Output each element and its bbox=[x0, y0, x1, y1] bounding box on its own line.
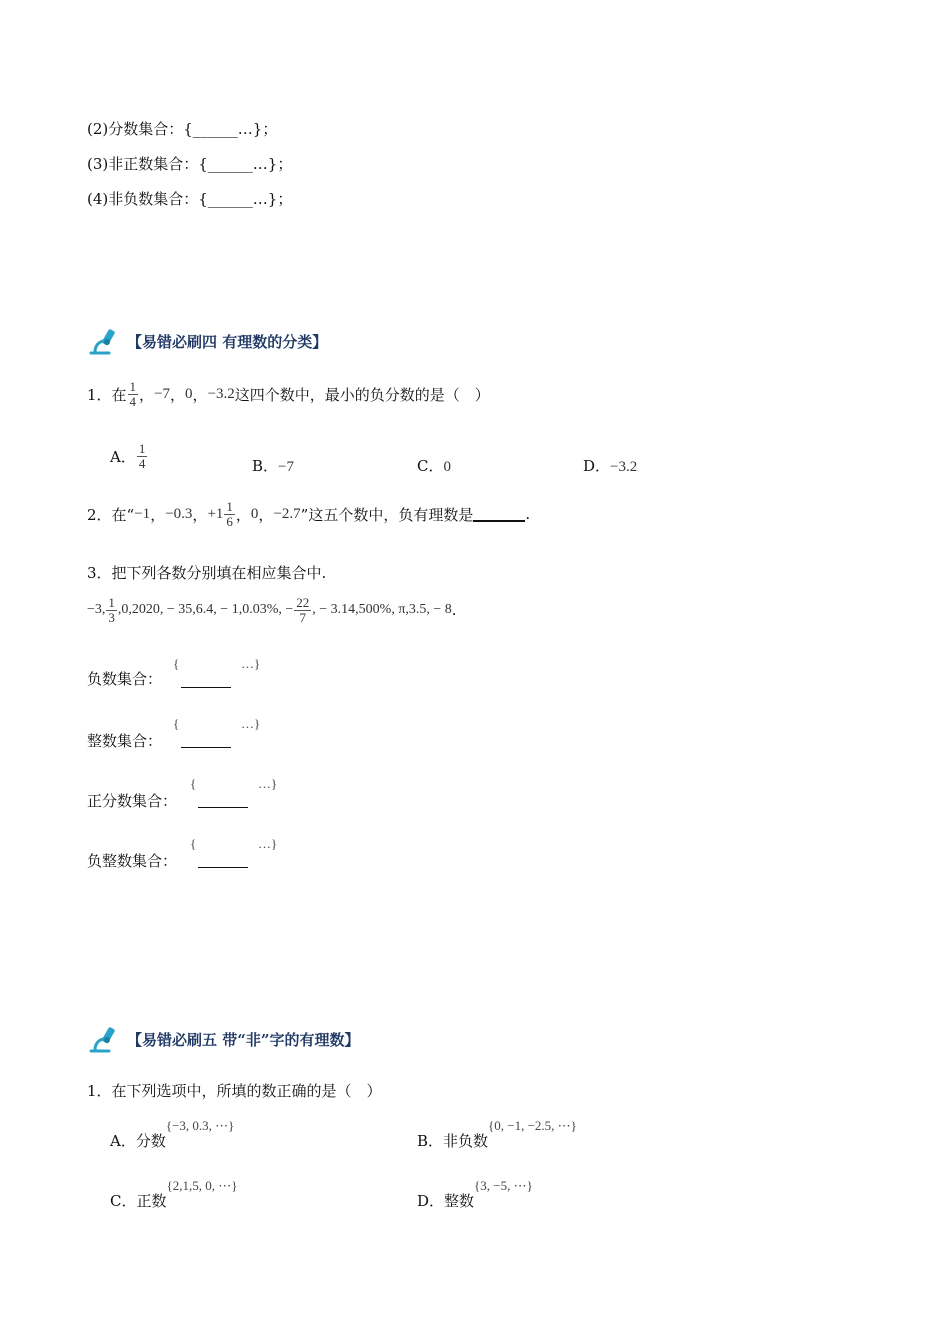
positive-fraction-set-label: 正分数集合： bbox=[87, 792, 178, 810]
sec5-option-a[interactable]: A．分数 {−3, 0.3, ⋯} bbox=[110, 1118, 235, 1150]
sec4-question-2: 2．在“ −1 ， −0.3 ， +1 $\frac{1}{6}$ ， 0 ， −2.7 ”这五个数中，负有理数是 . bbox=[87, 499, 531, 529]
set-brace-close: …} bbox=[241, 716, 261, 731]
sec4-question-3: 3．把下列各数分别填在相应集合中. bbox=[87, 564, 327, 582]
sec5-option-b[interactable]: B．非负数 {0, −1, −2.5, ⋯} bbox=[417, 1118, 577, 1150]
number-list: −3, $\frac{1}{3}$ ,0,2020, − 35,6.4, − 1,0.03%, − $\frac{22}{7}$ , − 3.14,500%, π,3.5, − 8 . bbox=[87, 595, 457, 625]
integer-set-label: 整数集合： bbox=[87, 732, 163, 750]
question-number: 1．在 bbox=[87, 385, 127, 404]
negative-set-blank[interactable] bbox=[181, 675, 231, 688]
option-a-set: {−3, 0.3, ⋯} bbox=[165, 1118, 235, 1133]
negative-set-label: 负数集合： bbox=[87, 670, 163, 688]
q3-nonpositive-set: (3)非正数集合：{______…}； bbox=[87, 155, 293, 173]
set-brace-open: { bbox=[190, 776, 197, 791]
mixed-number-fraction: $\frac{1}{6}$ bbox=[226, 499, 233, 529]
set-brace-close: …} bbox=[258, 836, 278, 851]
value-neg3-2: −3.2 bbox=[207, 385, 235, 402]
set-brace-open: { bbox=[173, 656, 180, 671]
option-d[interactable]: D．−3.2 bbox=[583, 457, 638, 475]
option-b-set: {0, −1, −2.5, ⋯} bbox=[488, 1118, 577, 1133]
option-a[interactable]: A． $\frac{1}{4}$ bbox=[110, 441, 146, 471]
sec5-option-c[interactable]: C．正数 {2,1,5, 0, ⋯} bbox=[110, 1178, 238, 1210]
set-brace-open: { bbox=[190, 836, 197, 851]
answer-blank[interactable] bbox=[473, 506, 525, 522]
option-b[interactable]: B．−7 bbox=[252, 457, 294, 475]
option-d-set: {3, −5, ⋯} bbox=[474, 1178, 533, 1193]
negative-integer-set-label: 负整数集合： bbox=[87, 852, 178, 870]
microscope-icon bbox=[87, 1024, 127, 1054]
section-5-heading bbox=[87, 1024, 359, 1054]
section-4-heading bbox=[87, 326, 327, 356]
microscope-icon bbox=[87, 326, 127, 356]
set-brace-close: …} bbox=[258, 776, 278, 791]
positive-fraction-set-blank[interactable] bbox=[198, 795, 248, 808]
sec4-question-1: 1．在 $\frac{1}{4}$ ， −7 ， 0 ， −3.2 这四个数中，最小的负分数的是（ ） bbox=[87, 379, 490, 409]
set-brace-open: { bbox=[173, 716, 180, 731]
sec5-option-d[interactable]: D．整数 {3, −5, ⋯} bbox=[417, 1178, 533, 1210]
integer-set-blank[interactable] bbox=[181, 735, 231, 748]
q2-fraction-set: (2)分数集合：{______…}； bbox=[87, 120, 278, 138]
mixed-number-whole: +1 bbox=[207, 505, 224, 522]
negative-integer-set-blank[interactable] bbox=[198, 855, 248, 868]
fraction-one-third: $\frac{1}{3}$ bbox=[108, 595, 115, 625]
set-brace-close: …} bbox=[241, 656, 261, 671]
fraction-22-7: $\frac{22}{7}$ bbox=[296, 595, 310, 625]
section-4-title: 【易错必刷四 有理数的分类】 bbox=[127, 332, 328, 351]
q4-nonnegative-set: (4)非负数集合：{______…}； bbox=[87, 190, 293, 208]
value-neg7: −7 bbox=[154, 385, 171, 402]
sec5-question-1: 1．在下列选项中，所填的数正确的是（ ） bbox=[87, 1082, 382, 1100]
fraction-one-quarter: $\frac{1}{4}$ bbox=[129, 379, 137, 409]
question-text: 这四个数中，最小的负分数的是（ ） bbox=[234, 385, 490, 404]
value-zero: 0 bbox=[185, 385, 193, 402]
option-a-fraction: $\frac{1}{4}$ bbox=[138, 441, 146, 471]
option-c[interactable]: C．0 bbox=[417, 457, 451, 475]
option-c-set: {2,1,5, 0, ⋯} bbox=[166, 1178, 238, 1193]
section-5-title: 【易错必刷五 带“非”字的有理数】 bbox=[127, 1030, 360, 1049]
